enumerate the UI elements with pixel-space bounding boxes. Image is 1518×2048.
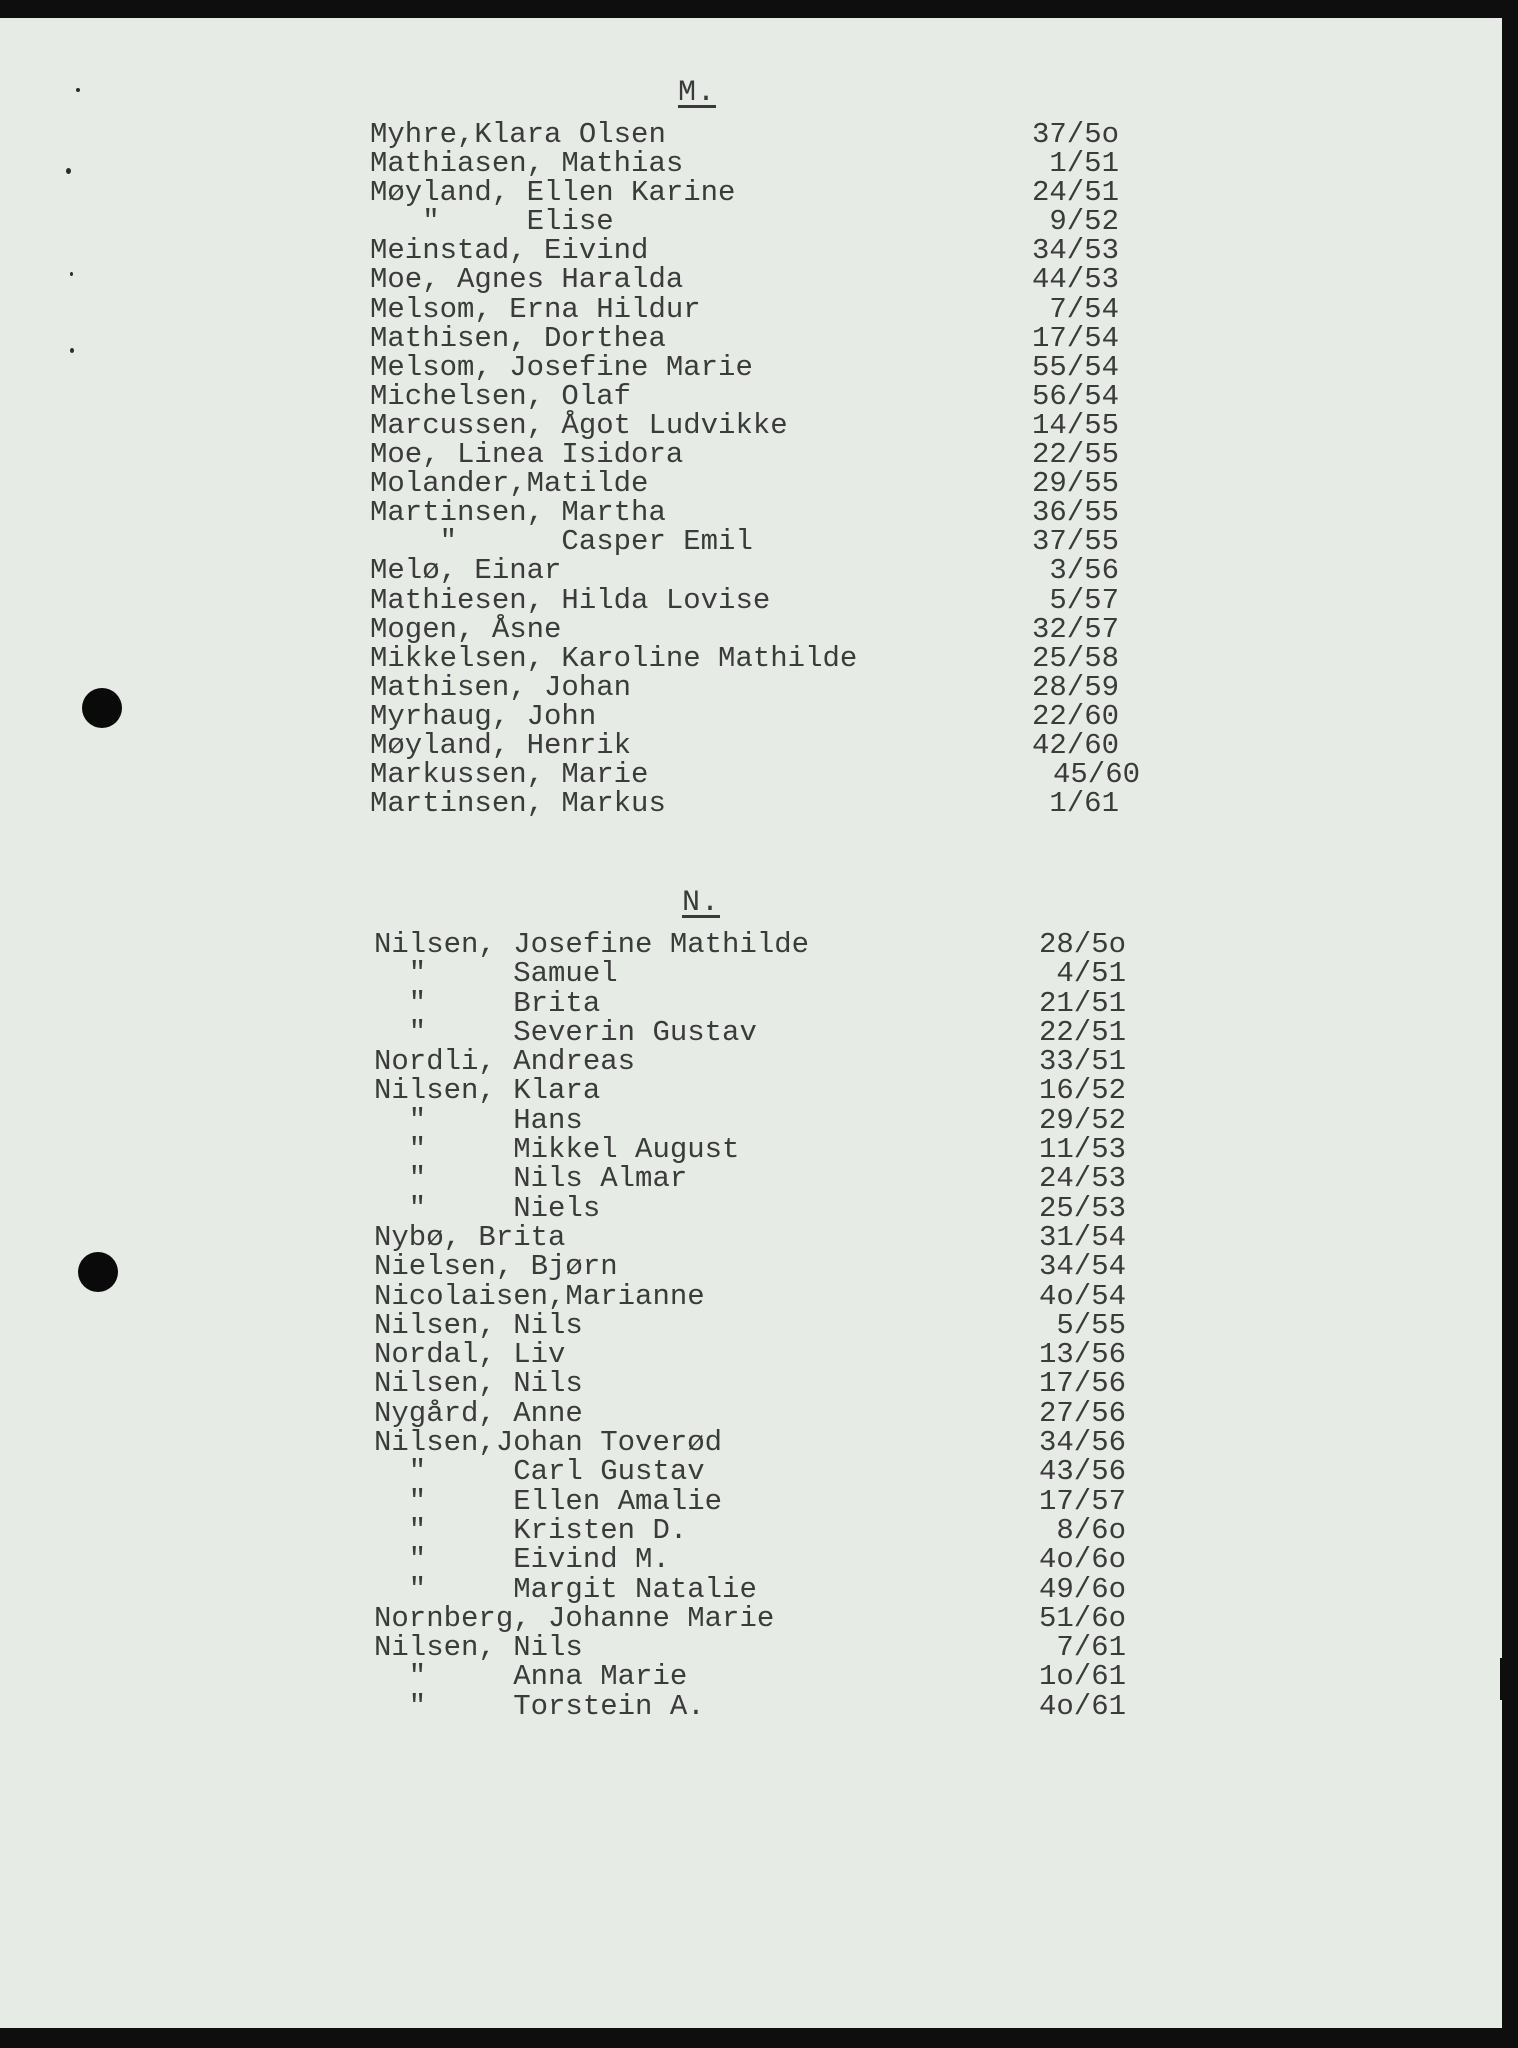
entry-ref: 37/5o (1031, 118, 1119, 151)
entry-ref: 1/51 (1049, 147, 1119, 181)
entry-row (0, 263, 1502, 297)
entry-row (0, 438, 1502, 472)
entry-ref: 45/60 (1052, 758, 1140, 792)
entry-ref: 29/55 (1031, 467, 1119, 501)
entry-ref: 22/60 (1031, 699, 1119, 733)
entry-row (0, 670, 1502, 704)
entry-name: Møyland, Henrik (370, 728, 632, 762)
entry-row (0, 379, 1502, 413)
entry-name: Meinstad, Eivind (370, 234, 649, 268)
entry-ref: 17/57 (1038, 1484, 1126, 1518)
entry-name: Myrhaug, John (370, 699, 597, 733)
entry-row (0, 1631, 1502, 1665)
entry-ref: 55/54 (1031, 350, 1119, 384)
entry-ref: 5/57 (1049, 583, 1119, 617)
entry-name: " Margit Natalie (374, 1572, 757, 1606)
entry-row (0, 1455, 1502, 1489)
entry-ref: 17/54 (1031, 321, 1119, 355)
entry-name: Moe, Linea Isidora (370, 438, 684, 472)
entry-name: " Ellen Amalie (374, 1484, 723, 1518)
entry-ref: 11/53 (1038, 1133, 1126, 1167)
entry-ref: 44/53 (1031, 263, 1119, 297)
entry-name: " Carl Gustav (374, 1455, 705, 1489)
entry-name: " Nils Almar (374, 1162, 688, 1196)
entry-ref: 16/52 (1038, 1074, 1126, 1108)
entry-row (0, 1220, 1502, 1254)
entry-ref: 29/52 (1038, 1103, 1126, 1137)
entry-row (0, 1367, 1502, 1401)
entry-name: Mikkelsen, Karoline Mathilde (370, 641, 858, 675)
entry-ref: 56/54 (1031, 379, 1119, 413)
entry-ref: 24/53 (1038, 1162, 1126, 1196)
entry-ref: 21/51 (1038, 986, 1126, 1020)
entry-name: " Mikkel August (374, 1133, 740, 1167)
entry-row (0, 1133, 1502, 1167)
entry-name: Michelsen, Olaf (370, 379, 632, 413)
entry-ref: 25/53 (1038, 1191, 1126, 1225)
entry-row (0, 1689, 1502, 1723)
entry-row (0, 1308, 1502, 1342)
section-heading: M. (678, 76, 717, 110)
entry-ref: 28/59 (1031, 670, 1119, 704)
entry-ref: 14/55 (1031, 408, 1119, 442)
paper-speck (76, 88, 80, 92)
entry-row (0, 292, 1502, 326)
entry-list (0, 930, 1502, 1721)
entry-name: Molander,Matilde (370, 467, 649, 501)
entry-row (0, 408, 1502, 442)
entry-row (0, 1513, 1502, 1547)
entry-row (0, 1015, 1502, 1049)
entry-ref: 34/56 (1038, 1426, 1126, 1460)
entry-ref: 7/54 (1049, 292, 1119, 326)
entry-ref: 4/51 (1056, 957, 1126, 991)
entry-row (0, 1250, 1502, 1284)
entry-ref: 7/61 (1056, 1631, 1126, 1665)
entry-row (0, 350, 1502, 384)
entry-name: Nilsen, Klara (374, 1074, 601, 1108)
entry-row (0, 1338, 1502, 1372)
entry-ref: 4o/61 (1038, 1689, 1126, 1723)
entry-row (0, 1484, 1502, 1518)
entry-row (0, 1543, 1502, 1577)
entry-ref: 3/56 (1049, 554, 1119, 588)
entry-row (0, 957, 1502, 991)
entry-row (0, 641, 1502, 675)
entry-ref: 42/60 (1031, 728, 1119, 762)
entry-name: " Samuel (374, 957, 618, 991)
entry-name: Markussen, Marie (370, 758, 649, 792)
entry-ref: 27/56 (1038, 1396, 1126, 1430)
entry-row (0, 1601, 1502, 1635)
entry-name: Myhre,Klara Olsen (370, 118, 666, 151)
entry-name: Melø, Einar (370, 554, 562, 588)
entry-name: Mathisen, Dorthea (370, 321, 666, 355)
entry-name: " Torstein A. (374, 1689, 705, 1723)
entry-name: Martinsen, Markus (370, 787, 666, 821)
entry-ref: 31/54 (1038, 1220, 1126, 1254)
entry-name: Nygård, Anne (374, 1396, 583, 1430)
entry-ref: 1/61 (1049, 787, 1119, 821)
entry-name: Moe, Agnes Haralda (370, 263, 684, 297)
entry-ref: 43/56 (1038, 1455, 1126, 1489)
entry-row (0, 205, 1502, 239)
entry-name: " Niels (374, 1191, 601, 1225)
entry-ref: 32/57 (1031, 612, 1119, 646)
entry-row (0, 787, 1502, 821)
entry-name: Nicolaisen,Marianne (374, 1279, 705, 1313)
entry-name: Nilsen,Johan Toverød (374, 1426, 723, 1460)
entry-row (0, 496, 1502, 530)
entry-row (0, 1572, 1502, 1606)
entry-row (0, 1191, 1502, 1225)
entry-row (0, 525, 1502, 559)
entry-row (0, 1074, 1502, 1108)
document-page (0, 18, 1502, 2028)
entry-name: " Anna Marie (374, 1660, 688, 1694)
entry-row (0, 728, 1502, 762)
entry-name: " Hans (374, 1103, 583, 1137)
entry-ref: 9/52 (1049, 205, 1119, 239)
entry-name: Mathisen, Johan (370, 670, 632, 704)
entry-ref: 36/55 (1031, 496, 1119, 530)
entry-name: " Elise (370, 205, 614, 239)
entry-ref: 1o/61 (1038, 1660, 1126, 1694)
entry-name: Nilsen, Nils (374, 1631, 583, 1665)
entry-ref: 8/6o (1056, 1513, 1126, 1547)
entry-row (0, 758, 1502, 792)
entry-row (0, 234, 1502, 268)
entry-name: " Casper Emil (370, 525, 753, 559)
entry-ref: 37/55 (1031, 525, 1119, 559)
entry-row (0, 147, 1502, 181)
entry-ref: 22/51 (1038, 1015, 1126, 1049)
entry-name: Nielsen, Bjørn (374, 1250, 618, 1284)
entry-row (0, 612, 1502, 646)
entry-row (0, 321, 1502, 355)
entry-ref: 22/55 (1031, 438, 1119, 472)
entry-name: Melsom, Erna Hildur (370, 292, 701, 326)
entry-row (0, 986, 1502, 1020)
entry-name: Mogen, Åsne (370, 612, 562, 646)
entry-row (0, 467, 1502, 501)
entry-name: Nornberg, Johanne Marie (374, 1601, 775, 1635)
entry-name: " Severin Gustav (374, 1015, 757, 1049)
entry-row (0, 554, 1502, 588)
entry-row (0, 930, 1502, 959)
entry-name: Melsom, Josefine Marie (370, 350, 753, 384)
entry-name: Martinsen, Martha (370, 496, 666, 530)
entry-name: Nilsen, Nils (374, 1367, 583, 1401)
entry-row (0, 583, 1502, 617)
entry-ref: 4o/6o (1038, 1543, 1126, 1577)
entry-ref: 24/51 (1031, 176, 1119, 210)
entry-name: Mathiasen, Mathias (370, 147, 684, 181)
entry-ref: 34/53 (1031, 234, 1119, 268)
entry-row (0, 699, 1502, 733)
entry-row (0, 1045, 1502, 1079)
entry-ref: 4o/54 (1038, 1279, 1126, 1313)
entry-row (0, 176, 1502, 210)
entry-name: Mathiesen, Hilda Lovise (370, 583, 771, 617)
entry-row (0, 1396, 1502, 1430)
entry-ref: 5/55 (1056, 1308, 1126, 1342)
entry-name: " Eivind M. (374, 1543, 670, 1577)
entry-name: Nordal, Liv (374, 1338, 566, 1372)
entry-ref: 49/6o (1038, 1572, 1126, 1606)
page-edge-tab (1500, 1658, 1518, 1700)
entry-list (0, 118, 1502, 821)
entry-name: Nordli, Andreas (374, 1045, 636, 1079)
entry-ref: 33/51 (1038, 1045, 1126, 1079)
entry-row (0, 1660, 1502, 1694)
entry-ref: 51/6o (1038, 1601, 1126, 1635)
entry-row (0, 1103, 1502, 1137)
entry-name: Nybø, Brita (374, 1220, 566, 1254)
entry-row (0, 120, 1502, 149)
entry-name: Nilsen, Josefine Mathilde (374, 928, 810, 961)
entry-ref: 25/58 (1031, 641, 1119, 675)
entry-name: Marcussen, Ågot Ludvikke (370, 408, 788, 442)
entry-name: Nilsen, Nils (374, 1308, 583, 1342)
entry-ref: 34/54 (1038, 1250, 1126, 1284)
entry-row (0, 1162, 1502, 1196)
entry-row (0, 1426, 1502, 1460)
entry-name: Møyland, Ellen Karine (370, 176, 736, 210)
section-heading: N. (682, 886, 721, 920)
entry-ref: 13/56 (1038, 1338, 1126, 1372)
entry-row (0, 1279, 1502, 1313)
entry-name: " Brita (374, 986, 601, 1020)
entry-ref: 28/5o (1038, 928, 1126, 961)
entry-ref: 17/56 (1038, 1367, 1126, 1401)
entry-name: " Kristen D. (374, 1513, 688, 1547)
